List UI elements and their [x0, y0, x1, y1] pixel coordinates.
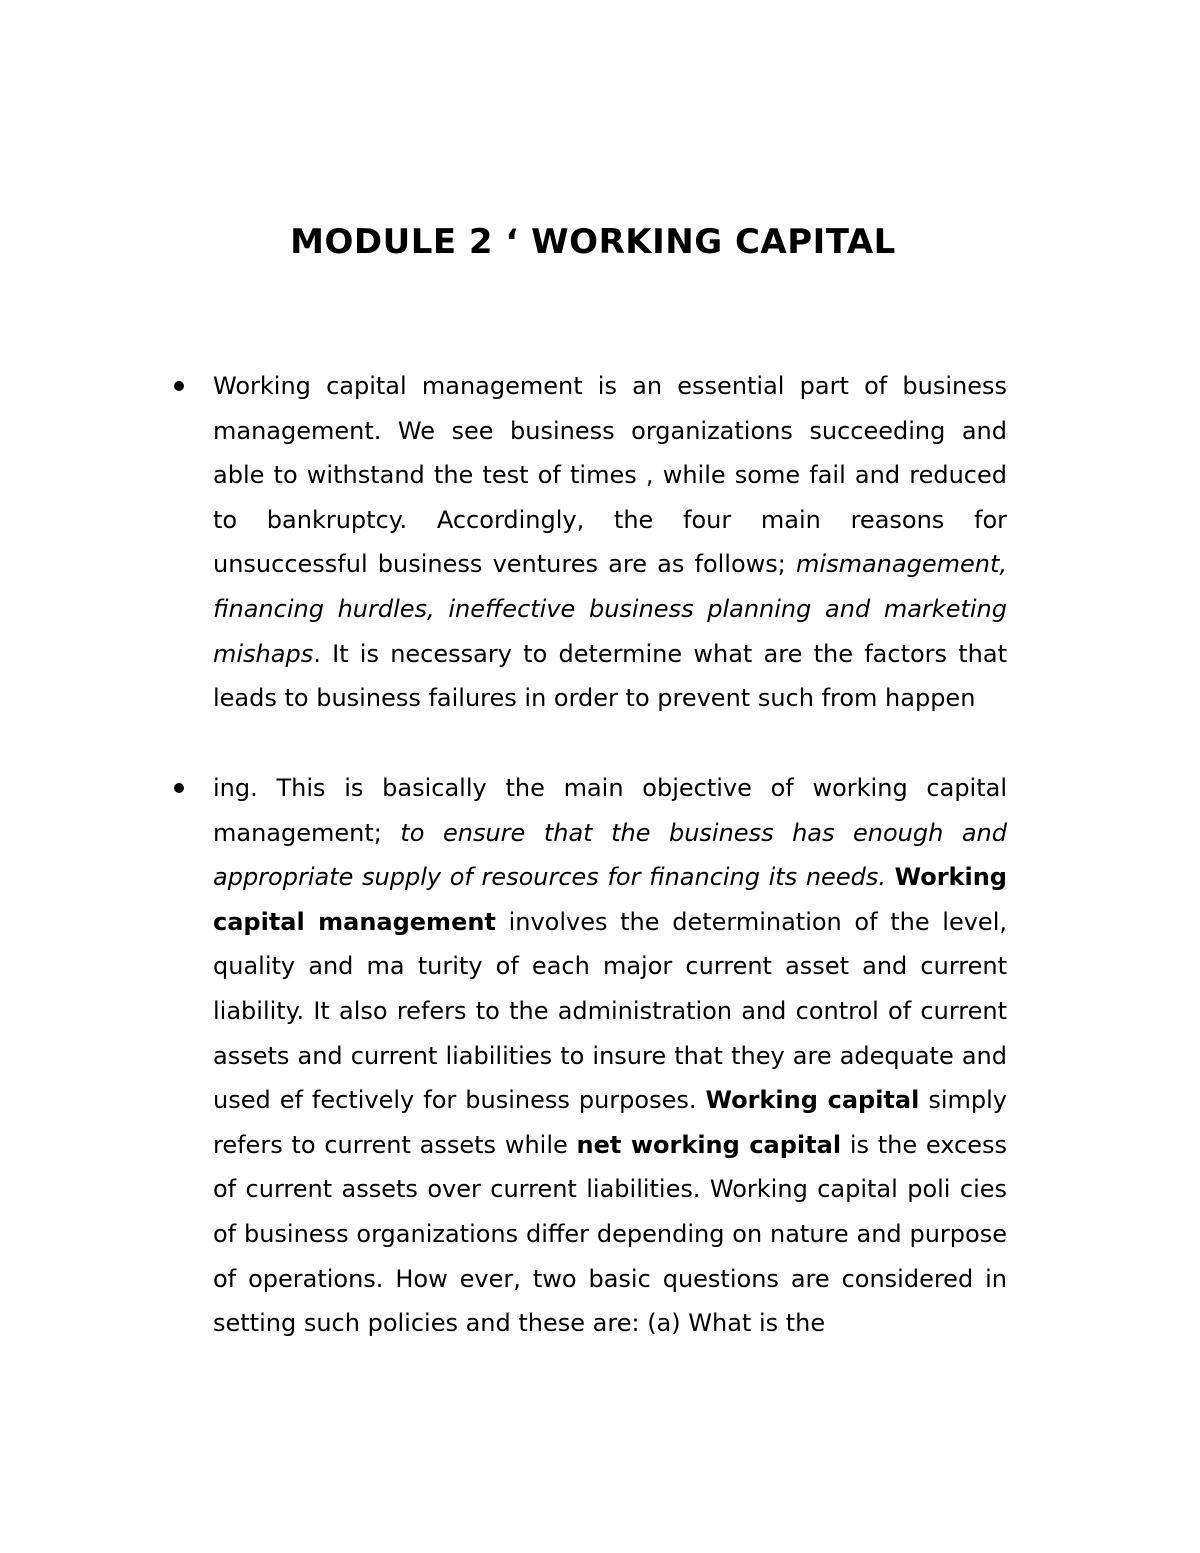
italic-text-run: to ensure that the business has enough and appropriate supply of resources for financing its needs. — [213, 818, 1008, 892]
paragraph — [213, 766, 1007, 1346]
text-run: Working capital management is an essential part of business management. We see business organizations succeeding and able to withstand the test of times , while some fail and reduced to bankruptcy. Accordingly, the four main reasons for unsuccessful business ventures are as follows; — [213, 372, 1007, 579]
paragraph — [213, 364, 1007, 721]
text-run: simply refers to current assets while — [213, 1086, 1007, 1159]
bold-text-run: Working capital — [705, 1086, 920, 1115]
page-title: MODULE 2 ‘ WORKING CAPITAL — [290, 222, 896, 262]
text-run: . It is necessary to determine what are the factors that leads to business failures in order to prevent such from happen — [213, 639, 1007, 713]
bold-text-run: net working capital — [576, 1130, 842, 1159]
italic-text-run: mismanagement, financing hurdles, ineffective business planning and marketing mishaps — [213, 550, 1007, 668]
text-run — [886, 863, 895, 891]
bullet-icon — [174, 783, 184, 793]
text-run: ing. This is basically the main objective of working capital management; — [213, 774, 1007, 847]
text-run: is the excess of current assets over current liabilities. Working capital poli cies of business organizations differ depending on nature and purpose of operations. How ever, two basic questions are considered in setting such policies and these are: (a) What is the — [213, 1130, 1008, 1338]
bullet-icon — [174, 381, 184, 391]
bold-text-run: Working capital management — [213, 863, 1007, 936]
text-run: involves the determination of the level, quality and ma turity of each major current asset and current liability. It also refers to the administration and control of current assets and current liabilities to insure that they are adequate and used ef fectively for business purposes. — [213, 907, 1007, 1115]
